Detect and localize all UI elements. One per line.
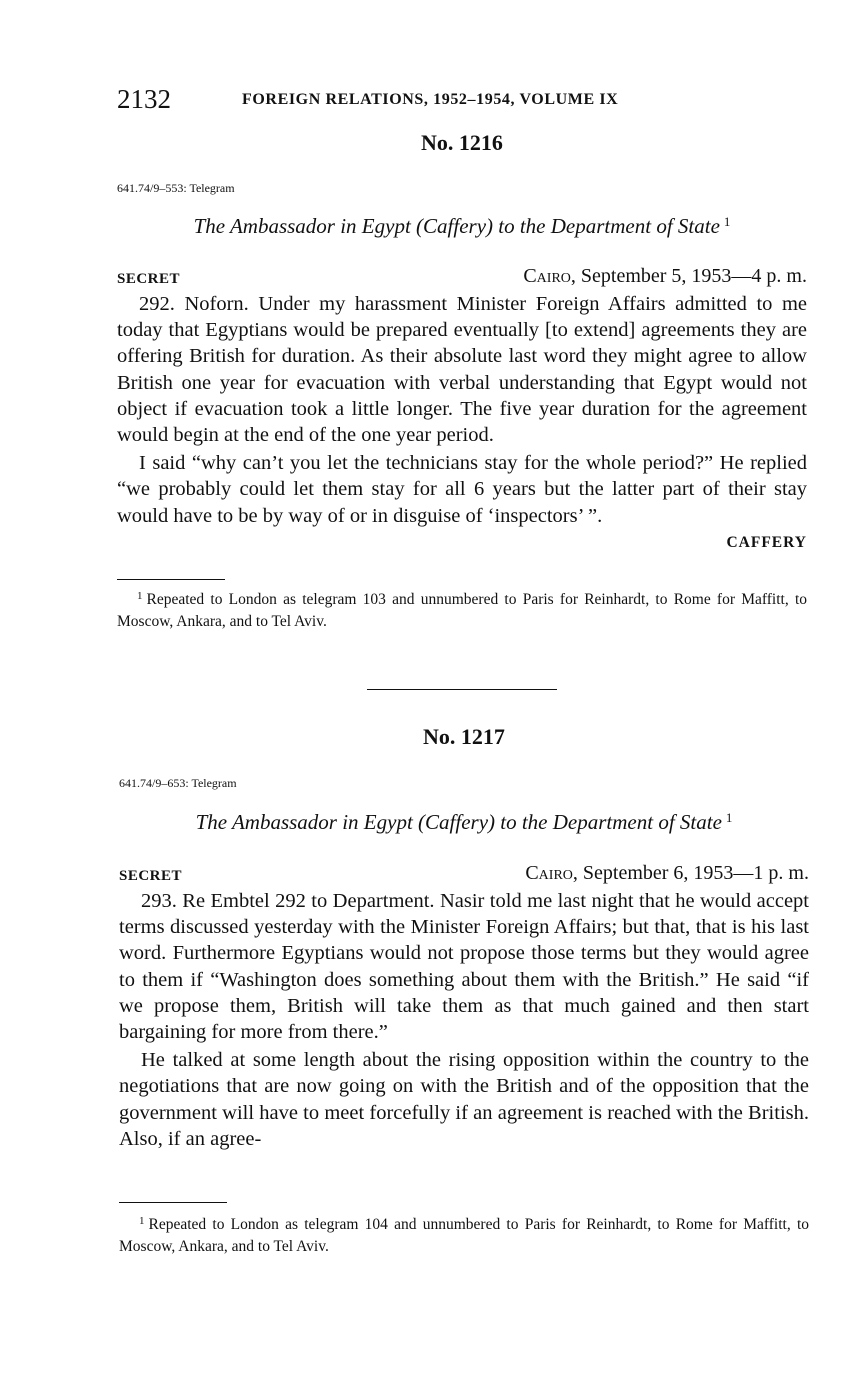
footnote-number: 1	[139, 1215, 145, 1228]
file-reference: 641.74/9–553: Telegram	[117, 181, 235, 195]
page-number: 2132	[117, 84, 171, 114]
telegram-paragraph: 293. Re Embtel 292 to Department. Nasir told me last night that he would accept terms discussed yesterday with the Minister Foreign Affairs; but that, that is his last word. Furthermore Egyptians would not propose those terms but they would agree to them if “Washington does something about them with the British.” He said “if we propose them, British will take them as that much gained and then start bargaining for more from there.”	[119, 890, 809, 1044]
volume-title: FOREIGN RELATIONS, 1952–1954, VOLUME IX	[242, 91, 619, 108]
footnote-number: 1	[137, 589, 143, 602]
footnote	[117, 585, 807, 633]
document-1217	[119, 724, 809, 1258]
signature: CAFFERY	[726, 533, 807, 551]
heading-text: The Ambassador in Egypt (Caffery) to the Department of State	[195, 810, 722, 834]
classification-label: SECRET	[117, 271, 181, 287]
date-place	[523, 262, 807, 290]
telegram-paragraph: 292. Noforn. Under my harassment Minister Foreign Affairs admitted to me today that Egyptians would be prepared eventually [to extend] agreements they are offering British for duration. As their absolute last word they might agree to allow British one year for evacuation with verbal understanding that Egypt would not object if evacuation took a little longer. The five year duration for the agreement would begin at the end of the one year period.	[117, 293, 807, 447]
section-divider	[367, 689, 557, 690]
city-name: Cairo	[523, 265, 571, 287]
footnote-reference: 1	[723, 214, 731, 229]
file-reference: 641.74/9–653: Telegram	[119, 776, 237, 790]
date-place	[525, 859, 809, 887]
footnote-rule	[119, 1202, 227, 1203]
city-name: Cairo	[525, 862, 573, 884]
dateline	[119, 859, 809, 887]
footnote	[119, 1210, 809, 1258]
footnote-text: Repeated to London as telegram 103 and unnumbered to Paris for Reinhardt, to Rome for Maffitt, to Moscow, Ankara, and to Tel Aviv.	[117, 590, 807, 630]
document-1216	[117, 130, 807, 633]
footnote-text: Repeated to London as telegram 104 and unnumbered to Paris for Reinhardt, to Rome for Maffitt, to Moscow, Ankara, and to Tel Aviv.	[119, 1216, 809, 1256]
date-time: , September 6, 1953—1 p. m.	[572, 862, 809, 884]
telegram-paragraph: He talked at some length about the rising opposition within the country to the negotiations that are now going on with the British and of the opposition that the government will have to meet forcefully if an agreement is reached with the British. Also, if an agree-	[119, 1049, 809, 1150]
classification-label: SECRET	[119, 868, 183, 884]
footnote-rule	[117, 579, 225, 580]
footnote-reference: 1	[725, 810, 733, 825]
dateline	[117, 262, 807, 290]
telegram-paragraph: I said “why can’t you let the technicians stay for the whole period?” He replied “we probably could let them stay for all 6 years but the latter part of their stay would have to be by way of or in disguise of ‘inspectors’ ”.	[117, 452, 807, 527]
document-heading	[117, 209, 807, 239]
date-time: , September 5, 1953—4 p. m.	[570, 265, 807, 287]
document-heading	[119, 805, 809, 835]
heading-text: The Ambassador in Egypt (Caffery) to the Department of State	[193, 214, 720, 238]
running-head	[117, 84, 807, 114]
document-number: No. 1217	[423, 724, 505, 749]
document-number: No. 1216	[421, 130, 503, 155]
